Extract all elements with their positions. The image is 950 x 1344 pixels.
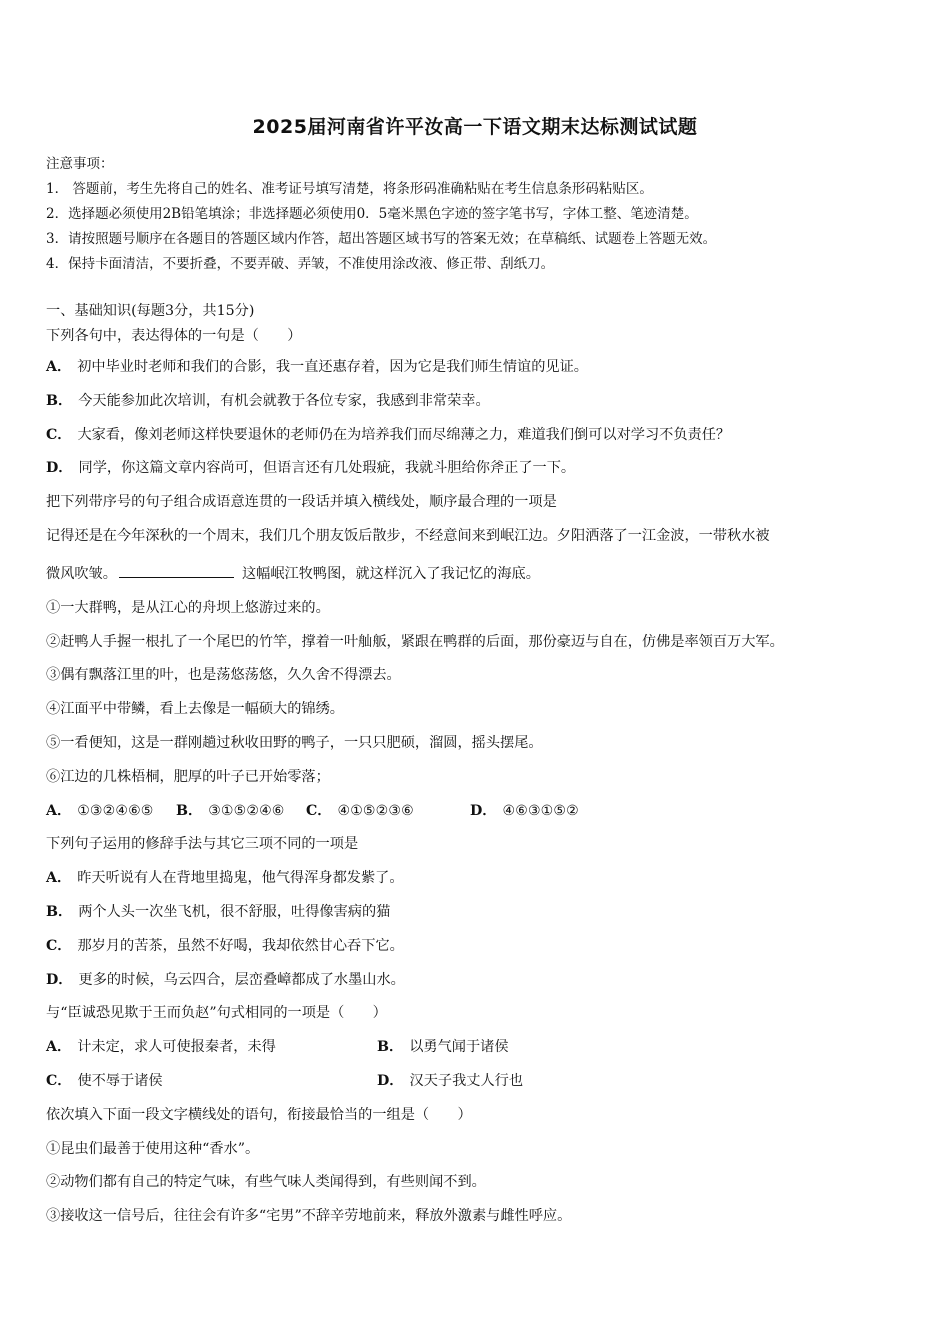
question-1-option-a <box>46 356 926 390</box>
notice-item: 4．保持卡面清洁，不要折叠，不要弄破、弄皱，不准使用涂改液、修正带、刮纸刀。 <box>46 256 555 272</box>
option-label: A． <box>46 870 72 887</box>
option-text: 计未定，求人可使报秦者，未得 <box>77 1039 276 1056</box>
question-3-option-c <box>46 935 926 969</box>
question-5-sentence: ③接收这一信号后，往往会有许多“宅男”不辞辛劳地前来，释放外激素与雌性呼应。 <box>46 1208 572 1225</box>
question-1-option-b <box>46 390 926 424</box>
question-1-option-d <box>46 457 926 491</box>
question-2-option-c <box>306 800 470 822</box>
question-4-options-row-2 <box>46 1070 926 1104</box>
question-4-option-c <box>46 1070 377 1092</box>
option-label: B． <box>46 392 73 409</box>
section-heading: 一、基础知识(每题3分，共15分) <box>46 303 255 319</box>
question-3-stem: 下列句子运用的修辞手法与其它三项不同的一项是 <box>46 836 359 853</box>
question-2-option-b <box>176 800 306 822</box>
notice-item: 3．请按照题号顺序在各题目的答题区域内作答，超出答题区域书写的答案无效；在草稿纸、试题卷上答题无效。 <box>46 231 717 247</box>
option-text: 两个人头一次坐飞机，很不舒服，吐得像害病的猫 <box>78 903 391 920</box>
option-label: A． <box>46 359 72 375</box>
option-text: 那岁月的苦茶，虽然不好喝，我却依然甘心吞下它。 <box>77 937 404 954</box>
option-text: ④①⑤②③⑥ <box>337 802 414 819</box>
question-2-option-a <box>46 800 176 822</box>
answer-blank <box>119 563 234 578</box>
question-2-stem: 把下列带序号的句子组合成语意连贯的一段话并填入横线处，顺序最合理的一项是 <box>46 494 557 511</box>
option-label: A． <box>46 802 72 819</box>
notice-item: 1． 答题前，考生先将自己的姓名、准考证号填写清楚，将条形码准确粘贴在考生信息条形码粘贴区。 <box>46 181 653 197</box>
section-basic-knowledge <box>46 300 926 1239</box>
notice-item: 2．选择题必须使用2B铅笔填涂；非选择题必须使用0．5毫米黑色字迹的签字笔书写，字体工整、笔迹清楚。 <box>46 206 698 222</box>
option-label: D． <box>377 1072 404 1089</box>
option-label: D． <box>470 802 497 819</box>
question-4-option-d <box>377 1073 523 1089</box>
option-text: 初中毕业时老师和我们的合影，我一直还惠存着，因为它是我们师生情谊的见证。 <box>77 359 588 375</box>
option-text: 更多的时候，乌云四合，层峦叠嶂都成了水墨山水。 <box>78 971 405 988</box>
passage-text: 这幅岷江牧鸭图，就这样沉入了我记忆的海底。 <box>241 565 540 582</box>
option-text: 大家看，像刘老师这样快要退休的老师仍在为培养我们而尽绵薄之力，难道我们倒可以对学习不负责任？ <box>77 426 731 443</box>
option-label: D． <box>46 971 73 988</box>
question-2-sentence: ④江面平中带鳞，看上去像是一幅硕大的锦绣。 <box>46 701 344 718</box>
option-label: C． <box>46 937 72 954</box>
question-1-stem: 下列各句中，表达得体的一句是（ ） <box>46 328 302 344</box>
question-2-sentence: ②赶鸭人手握一根扎了一个尾巴的竹竿，撑着一叶舢舨，紧跟在鸭群的后面，那份豪迈与自在，仿佛是率领百万大军。 <box>46 633 784 650</box>
question-1-option-c <box>46 424 926 458</box>
question-2-sentence: ⑥江边的几株梧桐，肥厚的叶子已开始零落； <box>46 768 330 785</box>
question-2-passage-line-2 <box>46 563 926 597</box>
question-5-sentence: ①昆虫们最善于使用这种“香水”。 <box>46 1140 260 1157</box>
option-text: ④⑥③①⑤② <box>502 802 579 819</box>
option-label: B． <box>176 802 203 819</box>
option-label: D． <box>46 460 73 477</box>
question-5-stem: 依次填入下面一段文字横线处的语句，衔接最恰当的一组是（ ） <box>46 1106 472 1123</box>
question-4-options-row-1 <box>46 1036 926 1070</box>
question-2-option-d <box>470 800 579 822</box>
question-2-sentence: ⑤一看便知，这是一群刚趟过秋收田野的鸭子，一只只肥硕，溜圆，摇头摆尾。 <box>46 734 543 751</box>
option-text: ①③②④⑥⑤ <box>77 802 154 819</box>
question-3-option-a <box>46 867 926 901</box>
option-text: ③①⑤②④⑥ <box>208 802 285 819</box>
question-3-option-b <box>46 901 926 935</box>
passage-text: 微风吹皱。 <box>46 565 117 582</box>
option-text: 今天能参加此次培训，有机会就教于各位专家，我感到非常荣幸。 <box>78 392 490 409</box>
option-text: 同学，你这篇文章内容尚可，但语言还有几处瑕疵，我就斗胆给你斧正了一下。 <box>78 460 576 477</box>
option-label: B． <box>377 1039 404 1056</box>
option-label: B． <box>46 903 73 920</box>
question-2-options <box>46 800 926 834</box>
question-4-option-b <box>377 1039 509 1055</box>
option-text: 汉天子我丈人行也 <box>409 1072 524 1089</box>
question-2-sentence: ①一大群鸭，是从江心的舟坝上悠游过来的。 <box>46 599 330 616</box>
option-text: 以勇气闻于诸侯 <box>409 1039 509 1056</box>
option-label: C． <box>46 426 72 443</box>
question-5-sentence: ②动物们都有自己的特定气味，有些气味人类闻得到，有些则闻不到。 <box>46 1174 486 1191</box>
page-title: 2025届河南省许平汝高一下语文期末达标测试试题 <box>252 116 698 138</box>
question-2-sentence: ③偶有飘落江里的叶，也是荡悠荡悠，久久舍不得漂去。 <box>46 667 401 684</box>
notice-block <box>46 152 916 277</box>
option-label: A． <box>46 1039 72 1056</box>
question-4-stem: 与“臣诚恐见欺于王而负赵”句式相同的一项是（ ） <box>46 1005 387 1022</box>
option-label: C． <box>306 802 332 819</box>
question-3-option-d <box>46 969 926 1003</box>
question-4-option-a <box>46 1036 377 1058</box>
option-text: 昨天听说有人在背地里捣鬼，他气得浑身都发紫了。 <box>77 870 404 887</box>
question-2-passage-line-1: 记得还是在今年深秋的一个周末，我们几个朋友饭后散步，不经意间来到岷江边。夕阳洒落了一江金波，一带秋水被 <box>46 527 770 544</box>
option-label: C． <box>46 1072 72 1089</box>
option-text: 使不辱于诸侯 <box>77 1072 163 1089</box>
notice-heading: 注意事项： <box>46 156 114 172</box>
